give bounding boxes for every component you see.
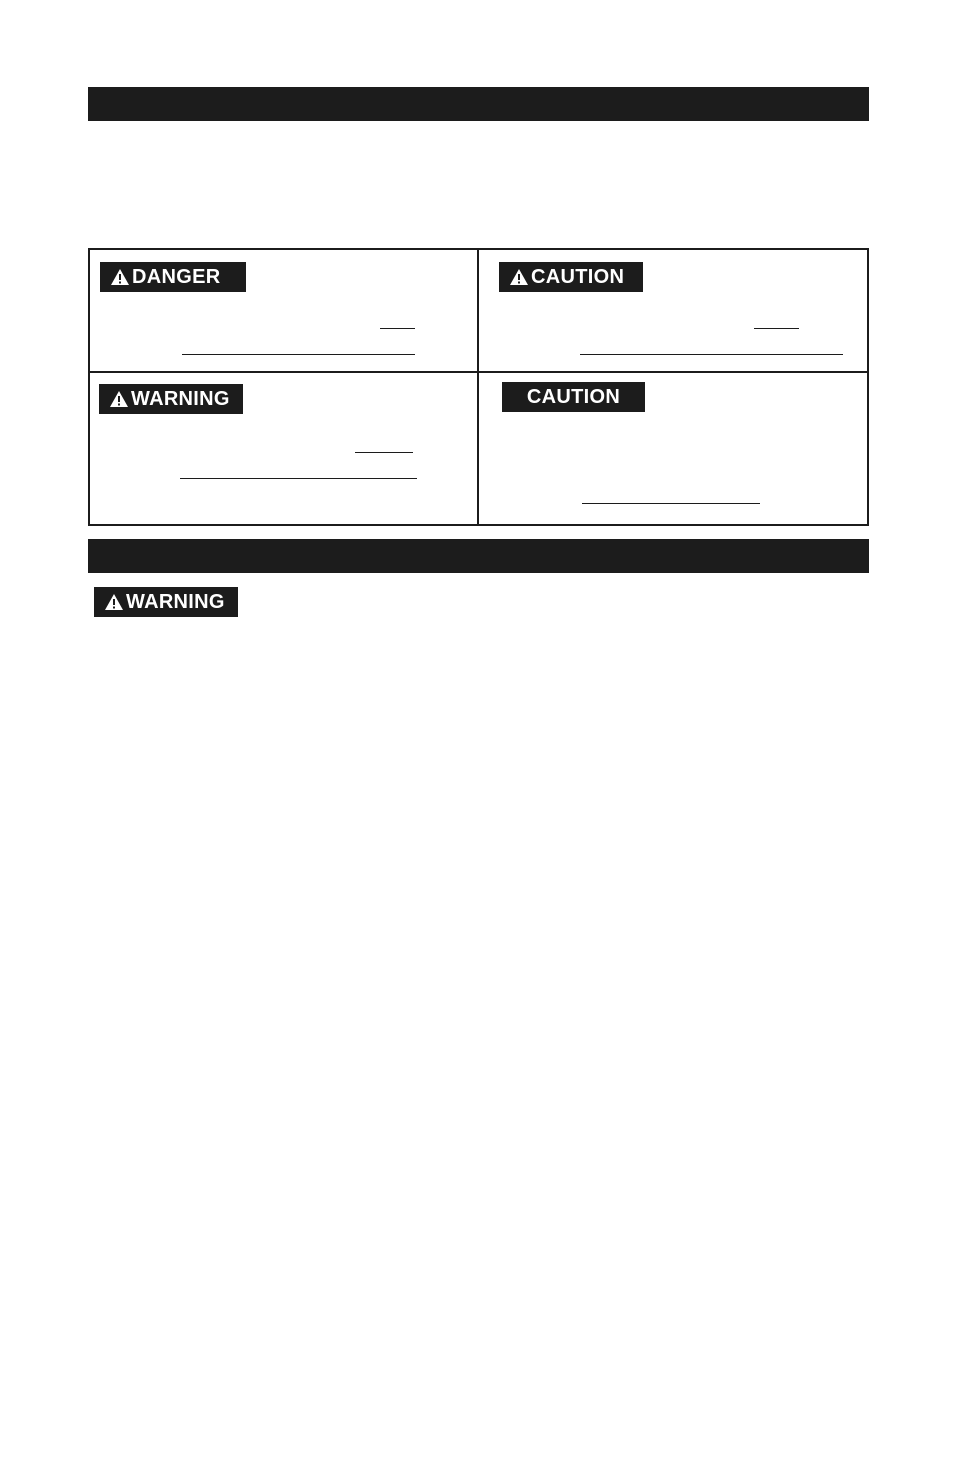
signal-word-table	[88, 248, 869, 526]
warning-cell	[90, 373, 477, 526]
warning-triangle-icon	[110, 268, 130, 286]
safety-warning-label: WARNING	[126, 591, 225, 613]
warning-badge	[99, 384, 243, 414]
danger-label: DANGER	[132, 266, 221, 288]
caution-alert-cell	[479, 250, 867, 371]
caution-plain-badge	[502, 382, 645, 412]
warning-triangle-icon	[109, 390, 129, 408]
underline-short	[380, 328, 415, 329]
caution-alert-badge	[499, 262, 643, 292]
caution-alert-label: CAUTION	[531, 266, 625, 288]
underline-long	[182, 354, 415, 355]
caution-plain-label: CAUTION	[526, 386, 621, 408]
warning-label: WARNING	[131, 388, 230, 410]
underline-long	[180, 478, 417, 479]
underline-short	[355, 452, 413, 453]
underline-long	[580, 354, 843, 355]
caution-plain-cell	[479, 373, 867, 526]
underline-short	[754, 328, 799, 329]
warning-triangle-icon	[509, 268, 529, 286]
safety-warning-badge	[94, 587, 238, 617]
danger-cell	[90, 250, 477, 371]
section-header-bar-safety	[88, 539, 869, 573]
danger-badge	[100, 262, 246, 292]
underline-long	[582, 503, 760, 504]
warning-triangle-icon	[104, 593, 124, 611]
section-header-bar-top	[88, 87, 869, 121]
